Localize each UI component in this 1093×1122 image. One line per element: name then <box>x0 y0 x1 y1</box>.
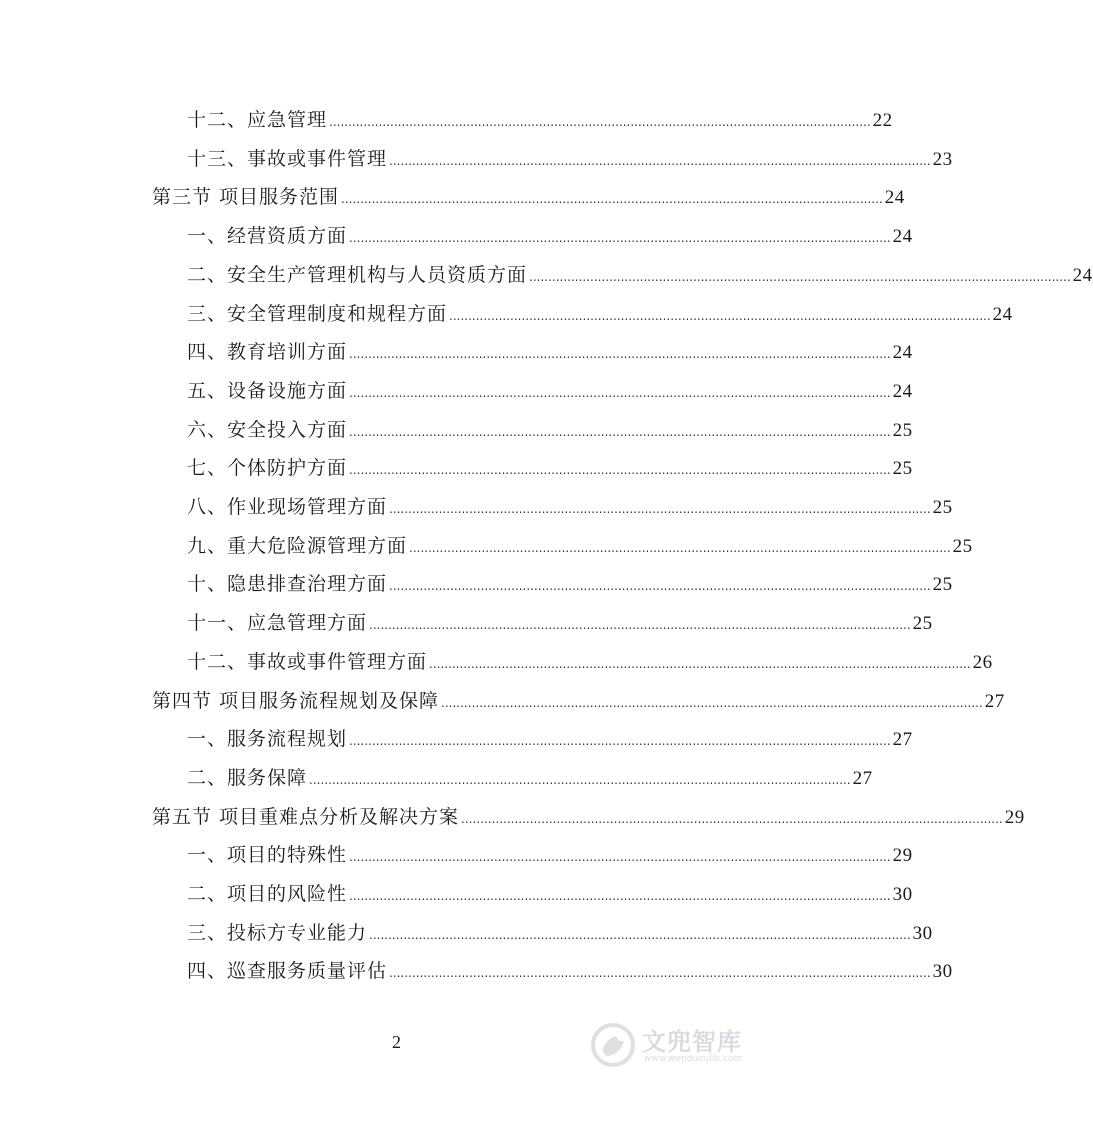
toc-leader-dots: .............................................................................................................................................. <box>449 308 991 323</box>
toc-entry[interactable] <box>187 604 933 643</box>
toc-entry-title: 第三节 项目服务范围 <box>152 186 340 209</box>
toc-entry[interactable] <box>187 372 913 411</box>
toc-leader-dots: .............................................................................................................................................. <box>349 850 891 865</box>
toc-entry-page: 22 <box>872 110 893 131</box>
toc-leader-dots: .............................................................................................................................................. <box>389 502 931 516</box>
toc-entry-title: 十二、应急管理 <box>187 109 328 131</box>
toc-entry-page: 27 <box>984 690 1005 712</box>
toc-entry-page: 24 <box>892 226 913 248</box>
toc-entry-title: 六、安全投入方面 <box>187 418 348 441</box>
toc-leader-dots: .............................................................................................................................................. <box>349 889 891 903</box>
toc-entry-page: 29 <box>1004 806 1025 828</box>
toc-leader-dots: .............................................................................................................................................. <box>349 385 891 400</box>
toc-entry-page: 24 <box>1072 264 1093 286</box>
toc-entry[interactable] <box>187 295 1013 334</box>
toc-entry[interactable] <box>187 140 953 179</box>
toc-entry-page: 24 <box>892 380 913 402</box>
toc-entry-title: 二、项目的风险性 <box>187 883 348 905</box>
toc-entry-title: 第四节 项目服务流程规划及保障 <box>152 689 440 712</box>
toc-entry-title: 三、安全管理制度和规程方面 <box>187 302 448 325</box>
toc-leader-dots: .............................................................................................................................................. <box>349 463 891 478</box>
toc-entry[interactable] <box>187 488 953 527</box>
toc-leader-dots: .............................................................................................................................................. <box>529 269 1071 284</box>
toc-entry-title: 五、设备设施方面 <box>187 379 348 402</box>
toc-entry-title: 十、隐患排查治理方面 <box>187 573 388 596</box>
toc-leader-dots: .............................................................................................................................................. <box>461 811 1003 826</box>
toc-leader-dots: .............................................................................................................................................. <box>349 231 891 246</box>
toc-leader-dots: .............................................................................................................................................. <box>389 153 931 168</box>
toc-leader-dots: .............................................................................................................................................. <box>389 966 931 981</box>
toc-entry-title: 一、项目的特殊性 <box>187 844 348 867</box>
toc-leader-dots: .............................................................................................................................................. <box>329 115 871 129</box>
toc-entry[interactable] <box>152 178 905 217</box>
toc-entry-page: 26 <box>972 651 993 673</box>
toc-entry[interactable] <box>187 527 973 566</box>
toc-entry-page: 25 <box>932 574 953 596</box>
toc-leader-dots: .............................................................................................................................................. <box>309 772 851 787</box>
toc-entry-title: 四、教育培训方面 <box>187 341 348 364</box>
toc-entry[interactable] <box>187 759 873 798</box>
page-number: 2 <box>392 1032 401 1052</box>
toc-entry-page: 24 <box>992 303 1013 325</box>
toc-entry-page: 25 <box>892 419 913 441</box>
toc-entry-title: 八、作业现场管理方面 <box>187 496 388 518</box>
toc-entry-page: 25 <box>952 535 973 557</box>
toc-leader-dots: .............................................................................................................................................. <box>341 192 883 207</box>
toc-entry-page: 30 <box>912 922 933 944</box>
toc-entry-title: 二、安全生产管理机构与人员资质方面 <box>187 263 528 286</box>
toc-entry-page: 25 <box>892 458 913 480</box>
toc-entry[interactable] <box>187 333 913 372</box>
toc-entry-title: 一、服务流程规划 <box>187 728 348 751</box>
toc-entry[interactable] <box>187 411 913 450</box>
toc-entry[interactable] <box>187 643 993 682</box>
toc-entry[interactable] <box>187 449 913 488</box>
toc-entry[interactable] <box>187 101 893 140</box>
watermark-name: 文兜智库 <box>642 1028 742 1056</box>
watermark-url: www.wenduoulib.com <box>644 1054 743 1064</box>
toc-entry-title: 三、投标方专业能力 <box>187 921 368 944</box>
toc-entry-title: 一、经营资质方面 <box>187 225 348 248</box>
toc-entry-title: 第五节 项目重难点分析及解决方案 <box>152 805 460 828</box>
toc-entry-title: 四、巡查服务质量评估 <box>187 960 388 983</box>
toc-entry-title: 二、服务保障 <box>187 766 308 789</box>
toc-entry[interactable] <box>152 682 1005 721</box>
toc-entry[interactable] <box>187 914 933 953</box>
toc-leader-dots: .............................................................................................................................................. <box>369 927 911 942</box>
toc-entry-page: 27 <box>892 729 913 751</box>
toc-entry-page: 27 <box>852 767 873 789</box>
toc-entry-page: 23 <box>932 148 953 170</box>
toc-entry[interactable] <box>187 217 913 256</box>
toc-entry-page: 24 <box>884 187 905 209</box>
toc-leader-dots: .............................................................................................................................................. <box>389 579 931 594</box>
toc-entry-page: 24 <box>892 342 913 364</box>
toc-entry-page: 30 <box>932 961 953 983</box>
toc-entry-page: 29 <box>892 845 913 867</box>
toc-leader-dots: .............................................................................................................................................. <box>369 618 911 633</box>
toc-entry-title: 十三、事故或事件管理 <box>187 147 388 170</box>
watermark-logo-icon <box>588 1020 638 1070</box>
toc-entry-page: 25 <box>932 497 953 518</box>
toc-leader-dots: .............................................................................................................................................. <box>349 424 891 439</box>
toc-leader-dots: .............................................................................................................................................. <box>409 540 951 555</box>
toc-entry-title: 九、重大危险源管理方面 <box>187 534 408 557</box>
watermark <box>588 1016 778 1076</box>
toc-entry-title: 十一、应急管理方面 <box>187 612 368 635</box>
toc-entry-page: 30 <box>892 884 913 905</box>
toc-entry-title: 七、个体防护方面 <box>187 457 348 480</box>
toc-entry-page: 25 <box>912 613 933 635</box>
toc-entry[interactable] <box>187 952 953 991</box>
toc-leader-dots: .............................................................................................................................................. <box>441 695 983 710</box>
toc-entry[interactable] <box>187 256 1093 295</box>
toc-entry[interactable] <box>187 565 953 604</box>
toc-leader-dots: .............................................................................................................................................. <box>429 656 971 671</box>
toc-entry[interactable] <box>187 836 913 875</box>
toc-leader-dots: .............................................................................................................................................. <box>349 734 891 749</box>
toc-leader-dots: .............................................................................................................................................. <box>349 347 891 362</box>
toc-entry[interactable] <box>152 798 1025 837</box>
toc-entry[interactable] <box>187 720 913 759</box>
toc-entry-title: 十二、事故或事件管理方面 <box>187 650 428 673</box>
toc-entry[interactable] <box>187 875 913 914</box>
